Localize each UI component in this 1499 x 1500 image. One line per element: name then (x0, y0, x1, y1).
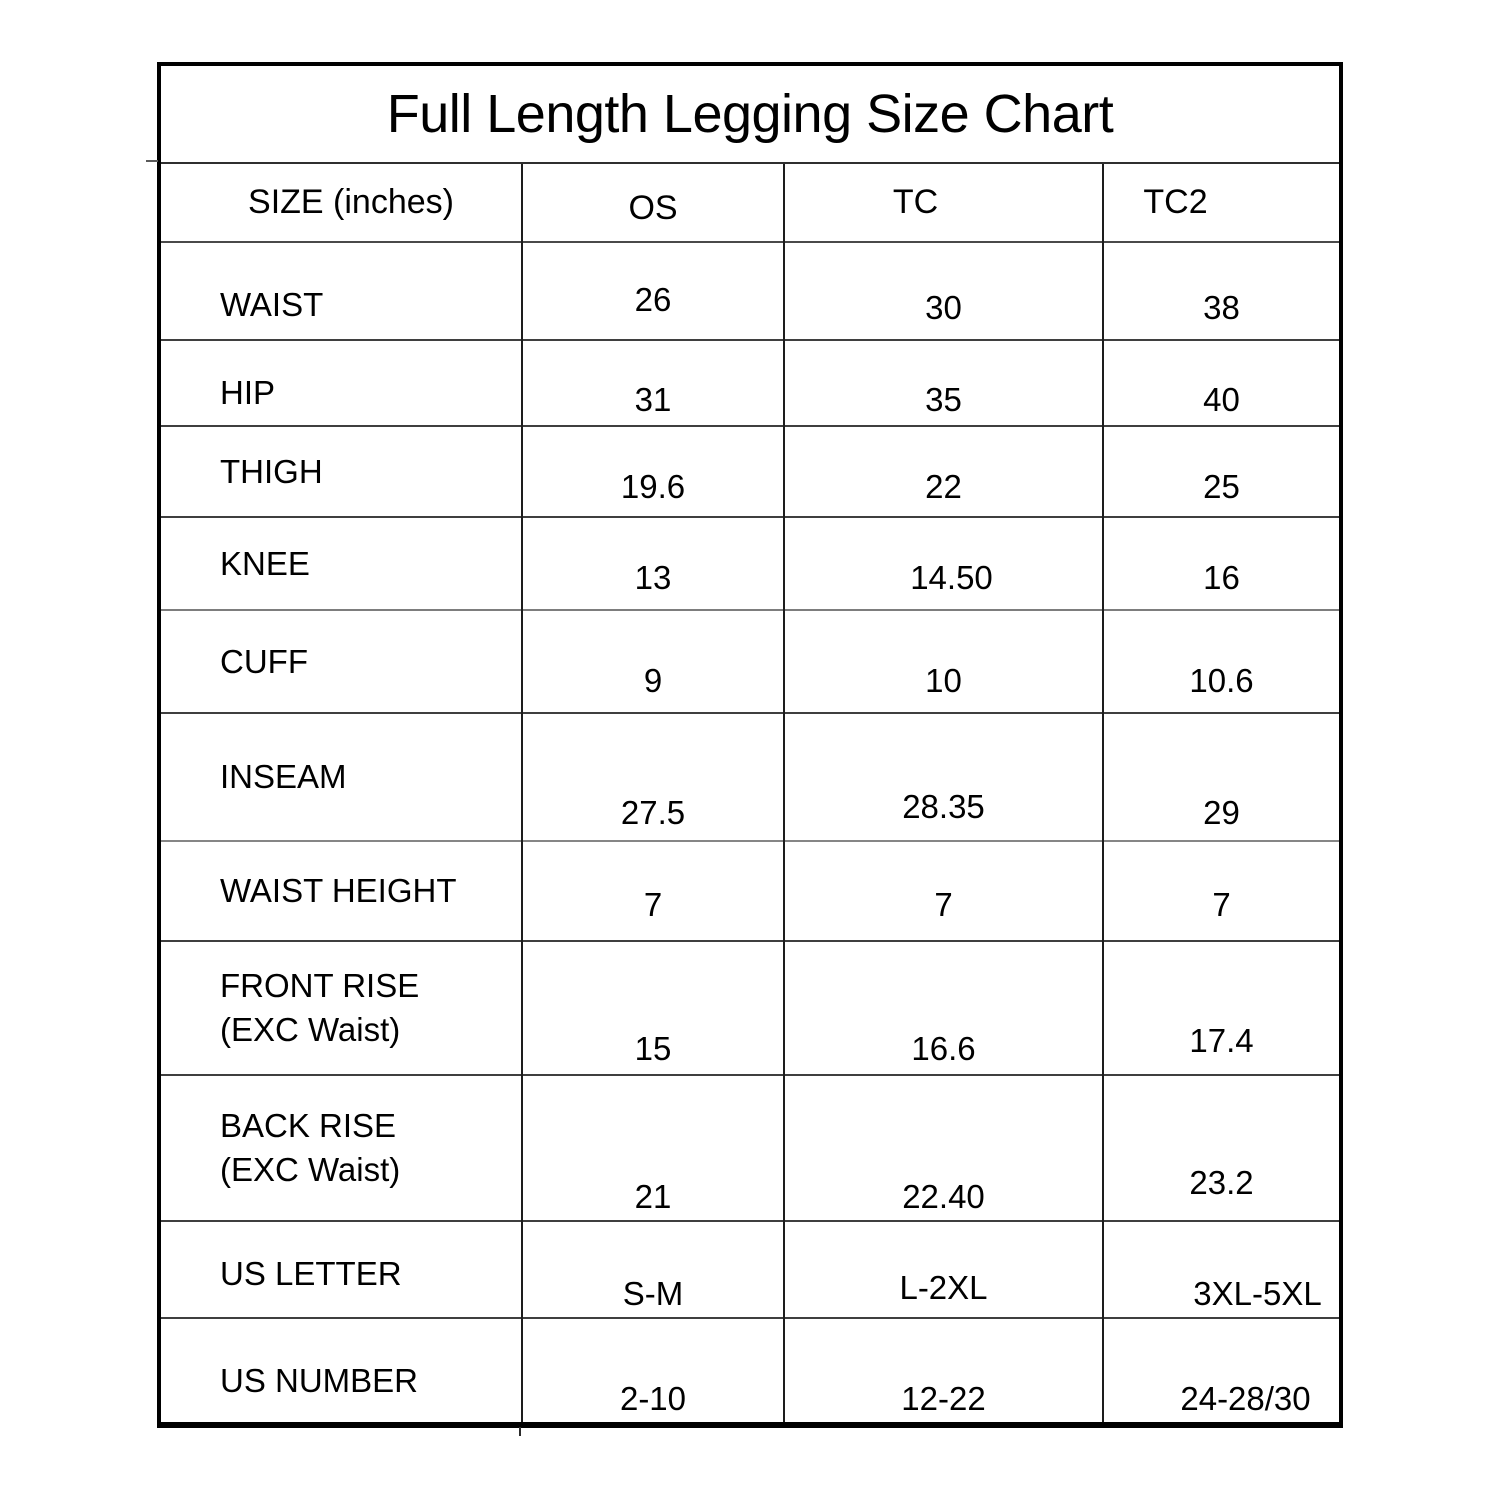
row-label-text: THIGH (220, 452, 323, 490)
value-cell (784, 517, 1103, 610)
table-row-hip (161, 340, 1339, 426)
column-header-tc-text: TC (892, 183, 939, 221)
value-cell (784, 841, 1103, 941)
value-cell (1103, 1075, 1339, 1221)
row-label-text: FRONT RISE (220, 967, 420, 1005)
value-text: 14.50 (910, 559, 993, 596)
column-header-os-text: OS (628, 189, 678, 227)
value-cell (784, 610, 1103, 713)
value-cell (784, 1221, 1103, 1318)
value-cell (784, 1318, 1103, 1422)
table-row-waist (161, 242, 1339, 340)
value-text: 40 (1203, 381, 1240, 418)
value-text: 35 (925, 381, 962, 418)
row-label (161, 941, 522, 1075)
value-text: 38 (1203, 289, 1240, 326)
title-row (161, 66, 1339, 164)
value-cell (1103, 841, 1339, 941)
value-cell (522, 1221, 784, 1318)
table-row-front-rise (161, 941, 1339, 1075)
table-row-back-rise (161, 1075, 1339, 1221)
row-label (161, 340, 522, 426)
column-header-tc (784, 164, 1103, 242)
value-text: 7 (934, 886, 953, 923)
row-label-text: KNEE (220, 544, 310, 582)
value-text: 28.35 (902, 788, 985, 825)
value-cell (522, 517, 784, 610)
row-label-text: HIP (220, 374, 276, 412)
row-label-text: US LETTER (220, 1254, 402, 1292)
row-label (161, 841, 522, 941)
value-cell (784, 941, 1103, 1075)
row-label (161, 610, 522, 713)
value-text: 21 (634, 1178, 672, 1215)
value-cell (522, 941, 784, 1075)
value-text: 16.6 (911, 1030, 976, 1067)
size-table (161, 164, 1339, 1422)
row-label-text: CUFF (220, 642, 308, 680)
value-text: 27.5 (620, 794, 686, 831)
value-cell (784, 340, 1103, 426)
value-cell (522, 841, 784, 941)
column-header-os (522, 164, 784, 242)
row-label (161, 1075, 522, 1221)
value-cell (784, 426, 1103, 517)
value-text: 23.2 (1189, 1164, 1254, 1201)
value-text: S-M (622, 1275, 684, 1312)
line-artifact-bottom-tail (519, 1427, 521, 1436)
value-cell (1103, 1221, 1339, 1318)
value-cell (522, 426, 784, 517)
column-header-size (161, 164, 522, 242)
row-label (161, 1318, 522, 1422)
value-cell (784, 242, 1103, 340)
value-text: 10 (925, 662, 962, 699)
value-cell (522, 713, 784, 841)
value-text: 13 (634, 559, 672, 596)
column-header-tc2 (1103, 164, 1339, 242)
value-text: 2-10 (619, 1380, 687, 1417)
chart-title: Full Length Legging Size Chart (386, 84, 1114, 144)
table-row-waist-height (161, 841, 1339, 941)
value-cell (1103, 426, 1339, 517)
line-artifact-left-tick (146, 160, 158, 162)
value-text: 17.4 (1189, 1022, 1254, 1059)
table-row-us-letter (161, 1221, 1339, 1318)
value-text: 19.6 (620, 468, 686, 505)
value-text: 25 (1203, 468, 1240, 505)
row-label-text: US NUMBER (220, 1361, 419, 1399)
value-cell (1103, 517, 1339, 610)
row-sublabel-text: (EXC Waist) (220, 1151, 401, 1188)
value-text: 15 (634, 1030, 672, 1067)
row-label-text: WAIST (220, 286, 324, 324)
value-text: 16 (1203, 559, 1240, 596)
value-text: 24-28/30 (1180, 1380, 1311, 1417)
value-text: 31 (634, 381, 672, 418)
value-text: 3XL-5XL (1193, 1275, 1322, 1312)
table-row-cuff (161, 610, 1339, 713)
row-label-text: INSEAM (220, 758, 347, 796)
table-row-us-number (161, 1318, 1339, 1422)
value-cell (1103, 713, 1339, 841)
row-label-text: WAIST HEIGHT (220, 872, 457, 910)
value-cell (522, 610, 784, 713)
table-row-thigh (161, 426, 1339, 517)
value-text: 22.40 (902, 1178, 985, 1215)
row-label (161, 713, 522, 841)
value-cell (522, 340, 784, 426)
size-chart (157, 62, 1343, 1428)
column-header-tc2-text: TC2 (1143, 183, 1208, 221)
value-text: 7 (643, 886, 663, 923)
value-text: 9 (643, 662, 663, 699)
value-cell (1103, 941, 1339, 1075)
row-label (161, 517, 522, 610)
value-text: 22 (925, 468, 962, 505)
value-text: 26 (634, 281, 672, 318)
row-label (161, 426, 522, 517)
header-row (161, 164, 1339, 242)
value-cell (522, 242, 784, 340)
table-row-inseam (161, 713, 1339, 841)
value-cell (1103, 610, 1339, 713)
value-text: 7 (1212, 886, 1231, 923)
value-cell (784, 1075, 1103, 1221)
value-cell (1103, 1318, 1339, 1422)
value-cell (784, 713, 1103, 841)
row-label (161, 1221, 522, 1318)
value-cell (1103, 242, 1339, 340)
table-row-knee (161, 517, 1339, 610)
value-text: 10.6 (1189, 662, 1254, 699)
row-label-text: BACK RISE (220, 1107, 397, 1145)
value-cell (1103, 340, 1339, 426)
value-cell (522, 1075, 784, 1221)
column-header-size-text: SIZE (inches) (248, 183, 454, 221)
row-label (161, 242, 522, 340)
value-cell (522, 1318, 784, 1422)
value-text: 30 (925, 289, 962, 326)
row-sublabel-text: (EXC Waist) (220, 1011, 401, 1048)
value-text: 12-22 (901, 1380, 986, 1417)
value-text: 29 (1203, 794, 1240, 831)
value-text: L-2XL (899, 1269, 988, 1306)
